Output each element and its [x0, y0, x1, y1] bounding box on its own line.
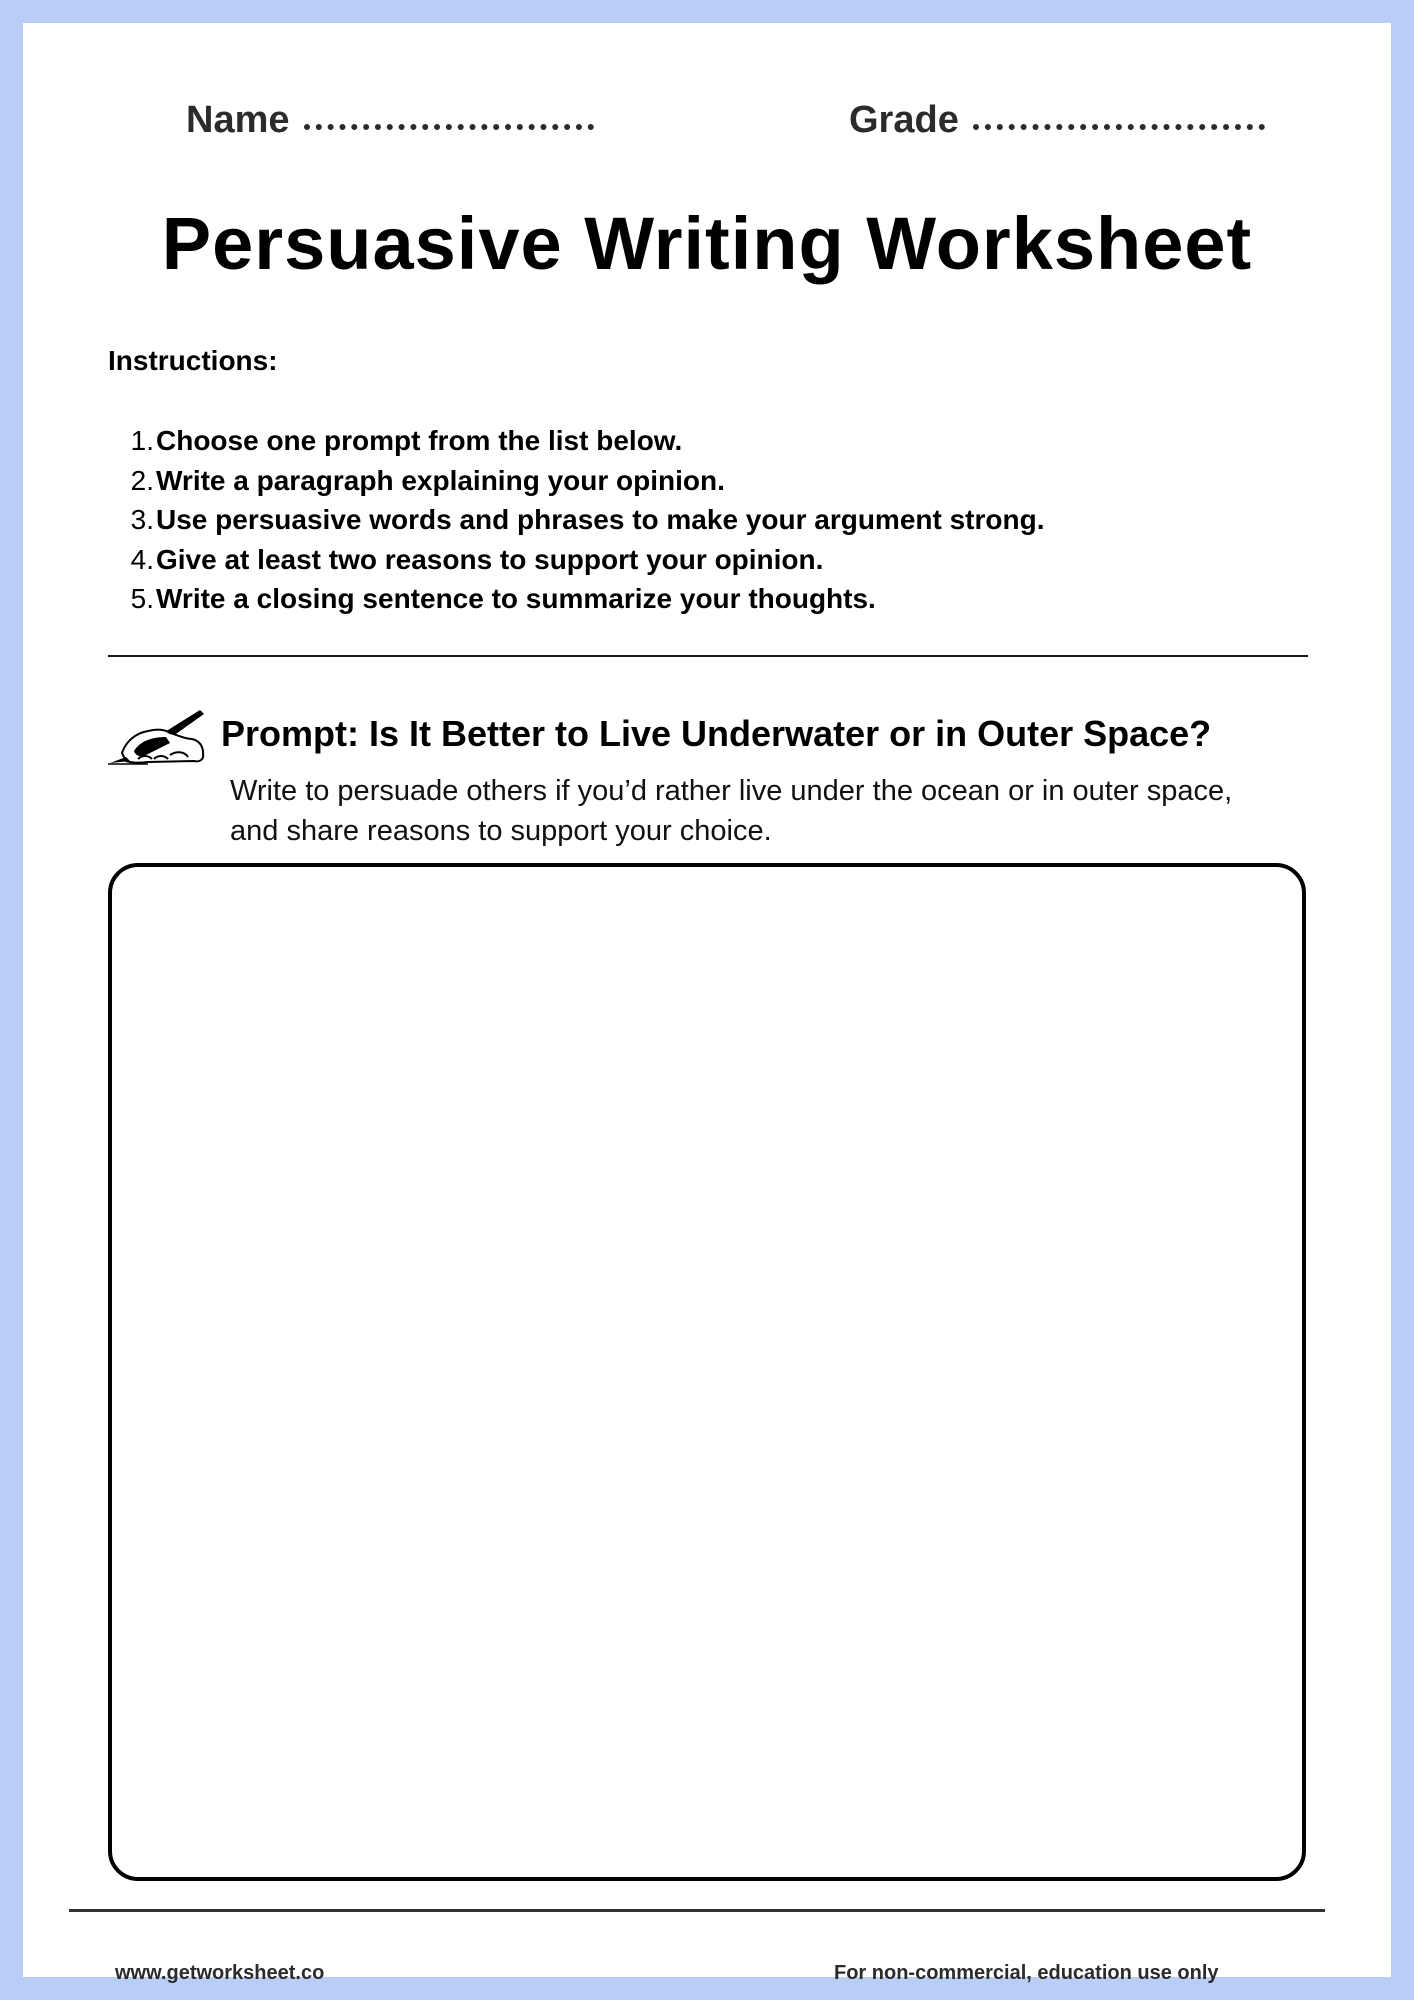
name-blank-line[interactable]: [304, 124, 594, 130]
instruction-text: Give at least two reasons to support your opinion.: [156, 543, 824, 575]
footer-divider: [69, 1909, 1325, 1912]
footer-website: www.getworksheet.co: [115, 1962, 325, 1984]
writing-area[interactable]: [108, 863, 1306, 1881]
instruction-item: [123, 461, 1045, 501]
hand-writing-icon: [108, 707, 208, 765]
instructions-heading: Instructions:: [108, 345, 278, 376]
section-divider: [108, 655, 1308, 657]
grade-blank-line[interactable]: [973, 124, 1265, 130]
instruction-text: Choose one prompt from the list below.: [156, 425, 683, 456]
instruction-number: 5.: [130, 583, 154, 614]
instruction-text: Use persuasive words and phrases to make your argument strong.: [156, 504, 1045, 535]
instruction-item: [123, 579, 1045, 619]
name-field[interactable]: [186, 99, 594, 142]
instruction-text: Write a paragraph explaining your opinion.: [156, 464, 725, 496]
instruction-item: [123, 500, 1045, 540]
instruction-number: 4.: [130, 543, 154, 575]
worksheet-page: [23, 23, 1391, 1984]
instruction-text: Write a closing sentence to summarize your thoughts.: [156, 583, 876, 614]
grade-field[interactable]: [849, 99, 1265, 142]
instruction-number: 3.: [130, 504, 154, 535]
grade-label: Grade: [849, 99, 959, 141]
instruction-number: 1.: [130, 425, 154, 456]
prompt-description: Write to persuade others if you’d rather live under the ocean or in outer space, and share reasons to support your choice.: [230, 775, 1233, 847]
page-title: Persuasive Writing Worksheet: [161, 202, 1253, 285]
footer-license: For non-commercial, education use only: [834, 1962, 1219, 1984]
instruction-item: [123, 540, 1045, 580]
prompt-title: Prompt: Is It Better to Live Underwater or in Outer Space?: [221, 713, 1212, 754]
instructions-list: [123, 421, 1045, 619]
name-label: Name: [186, 99, 290, 141]
instruction-number: 2.: [130, 464, 154, 496]
instruction-item: [123, 421, 1045, 461]
